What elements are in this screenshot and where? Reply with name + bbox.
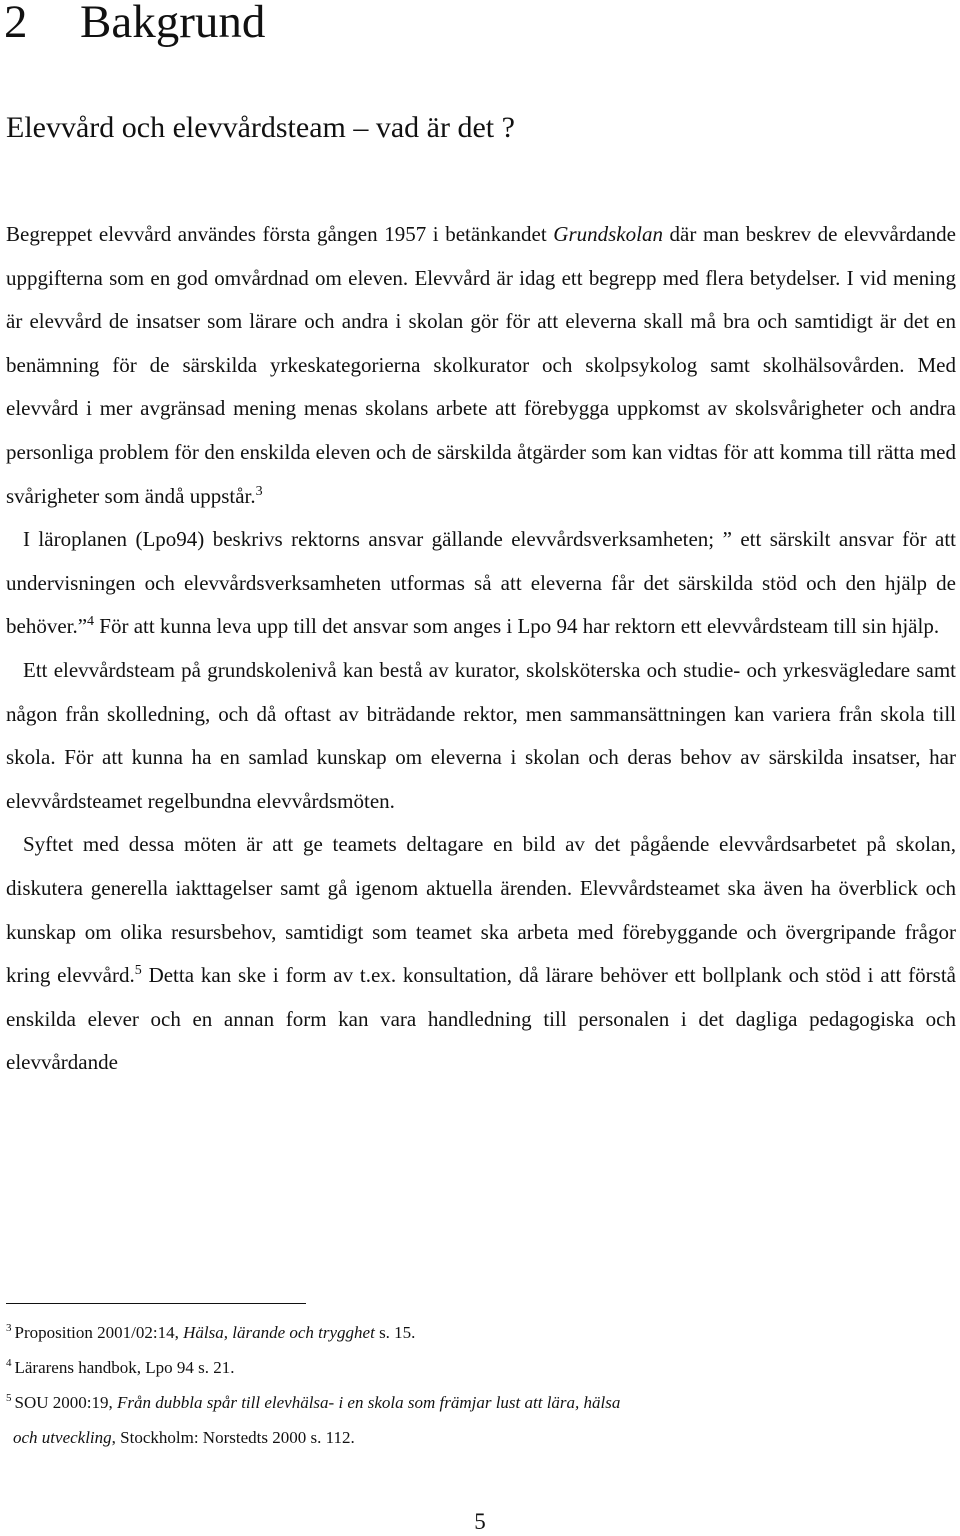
footnote-ref-5[interactable]: 5 — [134, 963, 142, 979]
p1-text-a: Begreppet elevvård användes första gången 1957 i betänkandet — [6, 222, 554, 246]
footnote-5 — [6, 1385, 946, 1420]
footnote-number: 4 — [6, 1357, 12, 1369]
footnote-text: s. 15. — [374, 1323, 416, 1342]
chapter-number: 2 — [4, 0, 28, 48]
footnote-number: 3 — [6, 1322, 12, 1334]
paragraph-1 — [6, 213, 956, 518]
footnote-separator — [6, 1303, 306, 1304]
p4-text-a: Syftet med dessa möten är att ge teamets deltagare en bild av det pågående elevvårdsarbetet på skolan, diskutera generella iakttagelser samt gå igenom aktuella ärenden. Elevvårdsteamet ska även ha överblick och kunskap om olika resursbehov, samtidigt som teamet ska arbeta med förebyggande och övergripande frågor kring elevvård. — [6, 832, 956, 988]
page-number: 5 — [474, 1509, 486, 1534]
p2-text-a: I läroplanen (Lpo94) beskrivs rektorns ansvar gällande elevvårdsverksamheten; ” ett särskilt ansvar för att undervisningen och elevvårdsverksamheten utformas så att eleverna får det särskilda stöd och den hjälp de behöver.” — [6, 527, 956, 639]
footnote-text: Lärarens handbok, Lpo 94 s. 21. — [14, 1358, 235, 1377]
paragraph-3: Ett elevvårdsteam på grundskolenivå kan bestå av kurator, skolsköterska och studie- och yrkesvägledare samt någon från skolledning, och då oftast av biträdande rektor, men sammansättningen kan variera från skola till skola. För att kunna ha en samlad kunskap om eleverna i skolan och deras behov av särskilda insatser, har elevvårdsteamet regelbundna elevvårdsmöten. — [6, 657, 956, 813]
footnote-text: Proposition 2001/02:14, — [14, 1323, 184, 1342]
footnote-4 — [6, 1350, 946, 1385]
footnote-italic: och utveckling — [13, 1428, 112, 1447]
p1-italic-title: Grundskolan — [553, 222, 663, 246]
p4-text-b: Detta kan ske i form av t.ex. konsultation, då lärare behöver ett bollplank och stöd i att förstå enskilda elever och en annan form kan vara handledning till personalen i det dagliga pedagogiska och elevvårdande — [6, 963, 956, 1075]
footnote-text: SOU 2000:19, — [14, 1393, 117, 1412]
footnotes — [6, 1315, 946, 1455]
chapter-title: Bakgrund — [80, 0, 266, 48]
footnote-5-continued — [6, 1420, 946, 1455]
body-text — [6, 213, 956, 1085]
footnote-ref-4[interactable]: 4 — [87, 614, 95, 630]
chapter-heading — [4, 0, 265, 50]
footnote-text: , Stockholm: Norstedts 2000 s. 112. — [111, 1428, 355, 1447]
footnote-number: 5 — [6, 1392, 12, 1404]
p1-text-b: där man beskrev de elevvårdande uppgifterna som en god omvårdnad om eleven. Elevvård är idag ett begrepp med flera betydelser. I vid mening är elevvård de insatser som lärare och andra i skolan gör för att eleverna skall må bra och samtidigt är det en benämning för de särskilda yrkeskategorierna skolkurator och skolpsykolog samt skolhälsovården. Med elevvård i mer avgränsad mening menas skolans arbete att förebygga uppkomst av skolsvårigheter och andra personliga problem för den enskilda eleven och de särskilda åtgärder som kan vidtas för att komma till rätta med svårigheter som ändå uppstår. — [6, 222, 956, 508]
footnote-italic: Från dubbla spår till elevhälsa- i en skola som främjar lust att lära, hälsa — [116, 1393, 621, 1412]
footnote-ref-3[interactable]: 3 — [255, 483, 263, 499]
paragraph-4 — [6, 823, 956, 1085]
p2-text-b: För att kunna leva upp till det ansvar som anges i Lpo 94 har rektorn ett elevvårdsteam till sin hjälp. — [94, 614, 940, 639]
footnote-3 — [6, 1315, 946, 1350]
section-heading: Elevvård och elevvårdsteam – vad är det ? — [6, 111, 515, 144]
footnote-italic: Hälsa, lärande och trygghet — [183, 1323, 375, 1342]
paragraph-2 — [6, 518, 956, 649]
